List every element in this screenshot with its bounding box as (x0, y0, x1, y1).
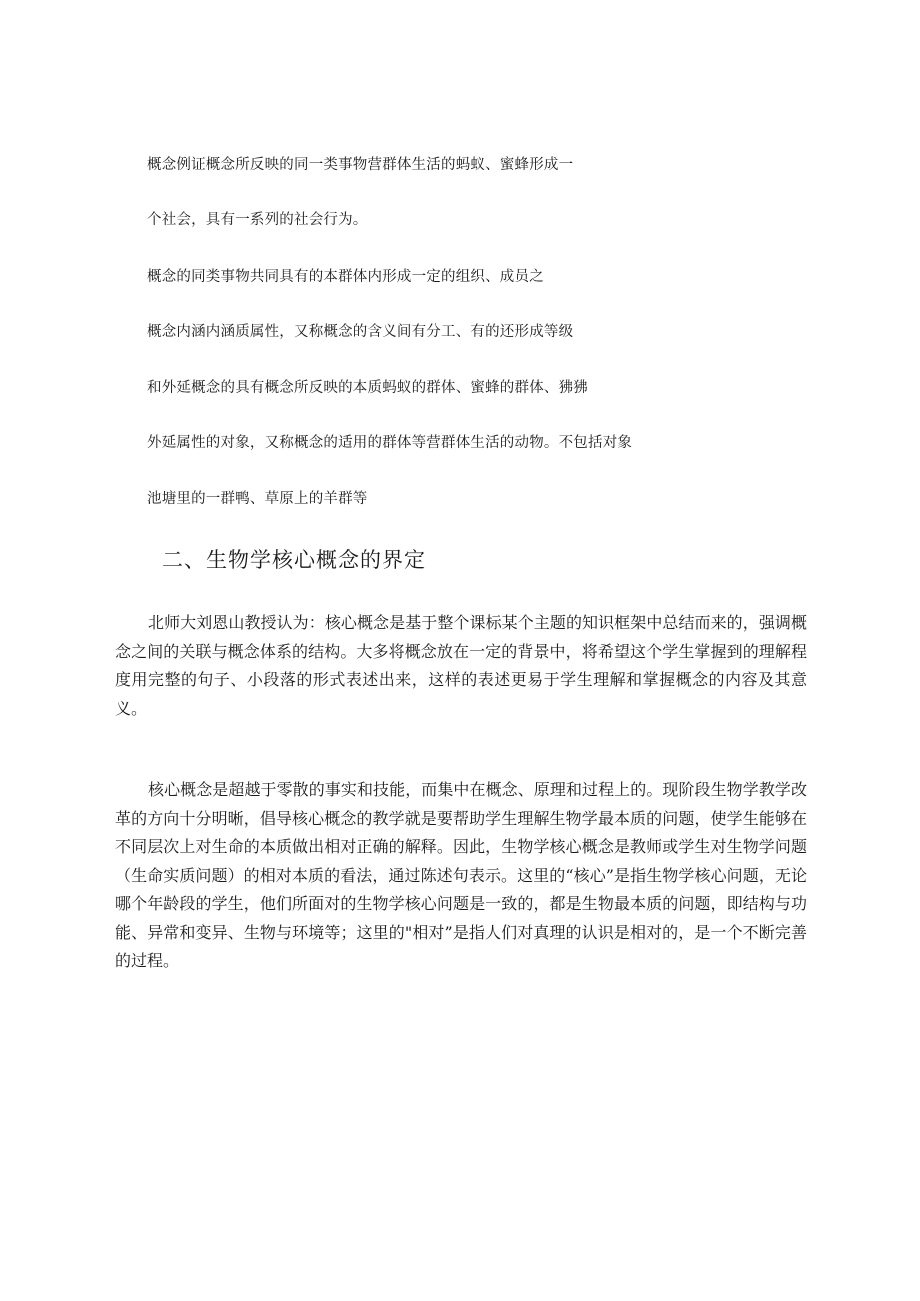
concept-table-line: 概念例证概念所反映的同一类事物营群体生活的蚂蚁、蜜蜂形成一 (147, 157, 574, 173)
concept-table-line: 概念内涵内涵质属性，又称概念的含义间有分工、有的还形成等级 (147, 324, 574, 340)
concept-table-line: 概念的同类事物共同具有的本群体内形成一定的组织、成员之 (147, 269, 544, 285)
concept-table-line: 池塘里的一群鸭、草原上的羊群等 (147, 491, 368, 507)
body-paragraph-1: 北师大刘恩山教授认为：核心概念是基于整个课标某个主题的知识框架中总结而来的，强调概念之间的关联与概念体系的结构。大多将概念放在一定的背景中，将希望这个学生掌握到的理解程度用完整的句子、小段落的形式表述出来，这样的表述更易于学生理解和掌握概念的内容及其意义。 (115, 613, 807, 718)
concept-table-line: 个社会，具有一系列的社会行为。 (147, 212, 368, 228)
body-paragraph-2: 核心概念是超越于零散的事实和技能，而集中在概念、原理和过程上的。现阶段生物学教学改革的方向十分明晰，倡导核心概念的教学就是要帮助学生理解生物学最本质的问题，使学生能够在不同层次上对生命的本质做出相对正确的解释。因此，生物学核心概念是教师或学生对生物学问题（生命实质问题）的相对本质的看法，通过陈述句表示。这里的“核心”是指生物学核心问题，无论哪个年龄段的学生，他们所面对的生物学核心问题是一致的，都是生物最本质的问题，即结构与功能、异常和变异、生物与环境等；这里的"相对”是指人们对真理的认识是相对的，是一个不断完善的过程。 (115, 780, 807, 970)
section-heading: 二、生物学核心概念的界定 (162, 548, 426, 572)
concept-table-line: 和外延概念的具有概念所反映的本质蚂蚁的群体、蜜蜂的群体、狒狒 (147, 380, 588, 396)
concept-table-line: 外延属性的对象，又称概念的适用的群体等营群体生活的动物。不包括对象 (147, 435, 633, 451)
